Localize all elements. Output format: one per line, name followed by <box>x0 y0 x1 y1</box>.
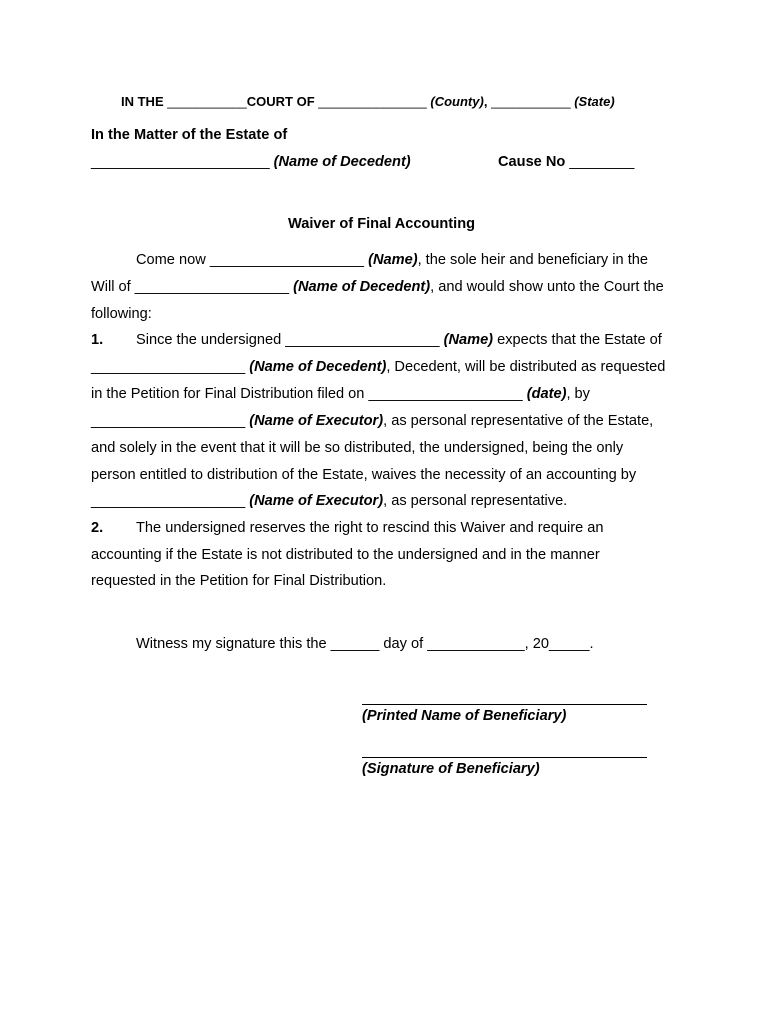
name-blank[interactable]: ___________________ <box>285 332 440 348</box>
executor-name-blank[interactable]: ___________________ <box>91 413 246 429</box>
para1-line-1 <box>136 331 662 349</box>
intro-line-3: following: <box>91 306 152 322</box>
para2-number: 2. <box>91 520 104 536</box>
printed-name-line[interactable] <box>362 704 647 705</box>
para-text: in the Petition for Final Distribution filed on <box>91 386 365 402</box>
decedent-name-blank[interactable]: ___________________ <box>134 279 290 295</box>
intro-text: , the sole heir and beneficiary in the <box>417 252 648 268</box>
decedent-blank[interactable]: ______________________ <box>91 154 270 170</box>
para1-number: 1. <box>91 332 104 348</box>
date-blank[interactable]: ___________________ <box>368 386 523 402</box>
intro-line-2 <box>91 278 664 296</box>
para-text: , as personal representative. <box>383 493 568 509</box>
caption-comma: , <box>483 94 488 109</box>
document-title: Waiver of Final Accounting <box>288 216 476 232</box>
witness-line: Witness my signature this the ______ day of ____________, 20_____. <box>136 636 594 652</box>
para2-line-2: accounting if the Estate is not distributed to the undersigned and in the manner <box>91 547 600 563</box>
para2-line-1: The undersigned reserves the right to rescind this Waiver and require an <box>136 520 604 536</box>
executor-name-label: (Name of Executor) <box>249 493 384 509</box>
court-caption <box>121 93 615 111</box>
intro-text: Will of <box>91 279 131 295</box>
executor-name-blank[interactable]: ___________________ <box>91 493 246 509</box>
court-of-text: COURT OF <box>246 94 315 109</box>
para-text: , as personal representative of the Estate, <box>383 413 654 429</box>
cause-label: Cause No <box>498 154 566 170</box>
name-blank[interactable]: ___________________ <box>209 252 365 268</box>
signature-line[interactable] <box>362 757 647 758</box>
intro-line-1 <box>136 251 648 269</box>
para-text: , Decedent, will be distributed as requested <box>386 359 666 375</box>
decedent-name-label: (Name of Decedent) <box>293 279 431 295</box>
decedent-name-label: (Name of Decedent) <box>249 359 387 375</box>
intro-text: , and would show unto the Court the <box>430 279 664 295</box>
signature-caption: (Signature of Beneficiary) <box>362 761 540 777</box>
executor-name-label: (Name of Executor) <box>249 413 384 429</box>
printed-name-caption: (Printed Name of Beneficiary) <box>362 708 567 724</box>
decedent-name-blank[interactable]: ___________________ <box>91 359 246 375</box>
decedent-line <box>91 153 411 171</box>
para1-line-2 <box>91 358 665 376</box>
para1-line-3 <box>91 385 590 403</box>
date-label: (date) <box>526 386 567 402</box>
name-label: (Name) <box>443 332 494 348</box>
cause-blank[interactable]: ________ <box>569 154 635 170</box>
para1-line-7 <box>91 492 567 510</box>
para-text: , by <box>566 386 590 402</box>
name-label: (Name) <box>368 252 418 268</box>
county-label: (County) <box>430 94 484 109</box>
para2-line-3: requested in the Petition for Final Distribution. <box>91 573 387 589</box>
state-blank[interactable]: ___________ <box>491 94 571 109</box>
in-the-text: IN THE <box>121 94 164 109</box>
para-text: Since the undersigned <box>136 332 282 348</box>
para1-line-4 <box>91 412 653 430</box>
matter-heading: In the Matter of the Estate of <box>91 127 288 143</box>
decedent-label: (Name of Decedent) <box>273 154 411 170</box>
county-blank[interactable]: _______________ <box>318 94 427 109</box>
para1-line-5: and solely in the event that it will be so distributed, the undersigned, being the only <box>91 440 624 456</box>
para1-line-6: person entitled to distribution of the Estate, waives the necessity of an accounting by <box>91 467 637 483</box>
court-blank[interactable]: ___________ <box>167 94 247 109</box>
para-text: expects that the Estate of <box>497 332 662 348</box>
cause-number <box>498 153 634 171</box>
state-label: (State) <box>574 94 615 109</box>
intro-text: Come now <box>136 252 206 268</box>
